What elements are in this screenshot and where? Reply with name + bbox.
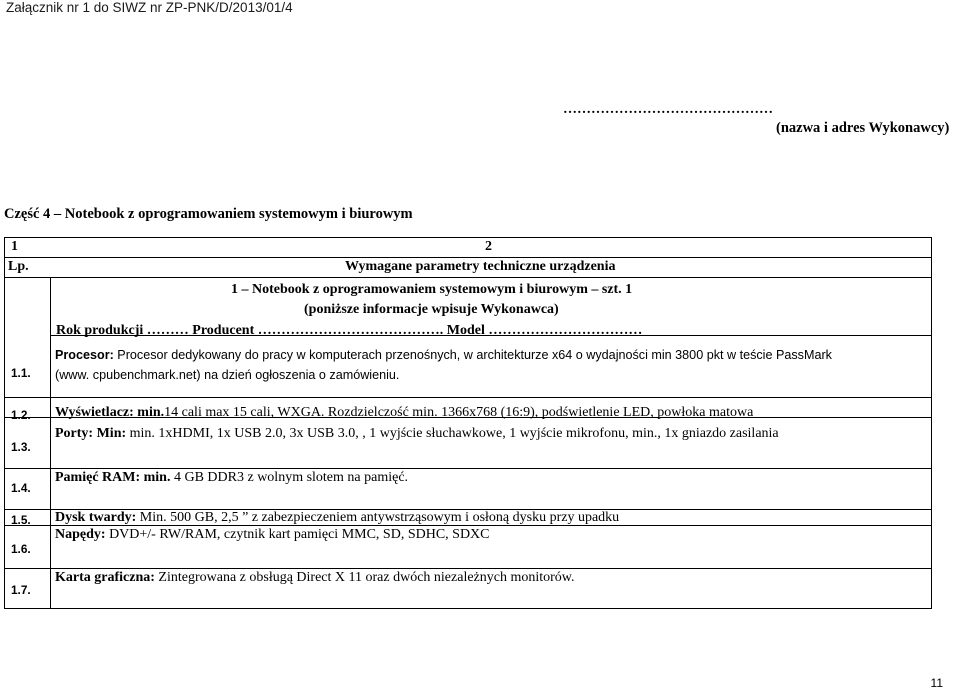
spec-label: Dysk twardy: [55,510,137,525]
spec-text: Procesor dedykowany do pracy w komputerach przenośnych, w architekturze x64 o wydajności min 3800 pkt w teście PassMark [113,348,832,362]
table-row [55,570,575,586]
col-number-2: 2 [485,239,492,254]
row-number: 1.7. [11,583,31,597]
page-number: 11 [930,676,943,690]
row-divider [4,568,932,569]
spec-label: Pamięć RAM: min. [55,470,171,485]
contractor-dots: ……………………………………… [563,102,773,117]
table-row [55,405,753,421]
spec-text-continued: (www. cpubenchmark.net) na dzień ogłoszenia o zamówieniu. [55,368,400,382]
table-row [55,510,619,526]
item-subtitle: (poniższe informacje wpisuje Wykonawca) [304,302,559,317]
spec-text: Zintegrowana z obsługą Direct X 11 oraz dwóch niezależnych monitorów. [154,570,575,585]
table-border-top [4,237,932,238]
spec-label: Procesor: [55,348,114,362]
table-row [55,470,408,486]
table-border-left [4,237,5,609]
params-header: Wymagane parametry techniczne urządzenia [345,259,616,274]
spec-label: Napędy: [55,527,106,542]
row-number: 1.5. [11,513,31,527]
spec-label: Karta graficzna: [55,570,155,585]
row-divider [4,277,932,278]
product-info: Rok produkcji ……… Producent …………………………………. Model …………………………… [56,323,643,338]
table-row [55,345,832,365]
row-number: 1.6. [11,542,31,556]
table-row [55,426,779,442]
lp-header: Lp. [8,259,29,274]
row-number: 1.2. [11,408,31,422]
table-border-bottom [4,608,932,609]
spec-label: Wyświetlacz: min. [55,405,165,420]
col-number-1: 1 [11,239,18,254]
spec-text: DVD+/- RW/RAM, czytnik kart pamięci MMC, SD, SDHC, SDXC [105,527,490,542]
row-divider [4,468,932,469]
document-header: Załącznik nr 1 do SIWZ nr ZP-PNK/D/2013/01/4 [6,0,293,15]
spec-text: Min. 500 GB, 2,5 ” z zabezpieczeniem antywstrząsowym i osłoną dysku przy upadku [136,510,620,525]
spec-text: min. 1xHDMI, 1x USB 2.0, 3x USB 3.0, , 1 wyjście słuchawkowe, 1 wyjście mikrofonu, min., 1x gniazdo zasilania [126,426,779,441]
requirements-table [4,237,932,609]
table-row [55,527,490,543]
column-divider [50,277,51,609]
row-divider [4,397,932,398]
spec-label: Porty: Min: [55,426,127,441]
row-number: 1.4. [11,481,31,495]
section-title: Część 4 – Notebook z oprogramowaniem systemowym i biurowym [4,206,413,222]
row-number: 1.1. [11,366,31,380]
row-number: 1.3. [11,440,31,454]
row-divider [4,257,932,258]
table-border-right [931,237,932,609]
spec-text: 14 cali max 15 cali, WXGA. Rozdzielczość min. 1366x768 (16:9), podświetlenie LED, powłoka matowa [164,405,754,420]
item-title: 1 – Notebook z oprogramowaniem systemowym i biurowym – szt. 1 [231,282,633,297]
contractor-label: (nazwa i adres Wykonawcy) [776,120,950,136]
spec-text: 4 GB DDR3 z wolnym slotem na pamięć. [170,470,409,485]
